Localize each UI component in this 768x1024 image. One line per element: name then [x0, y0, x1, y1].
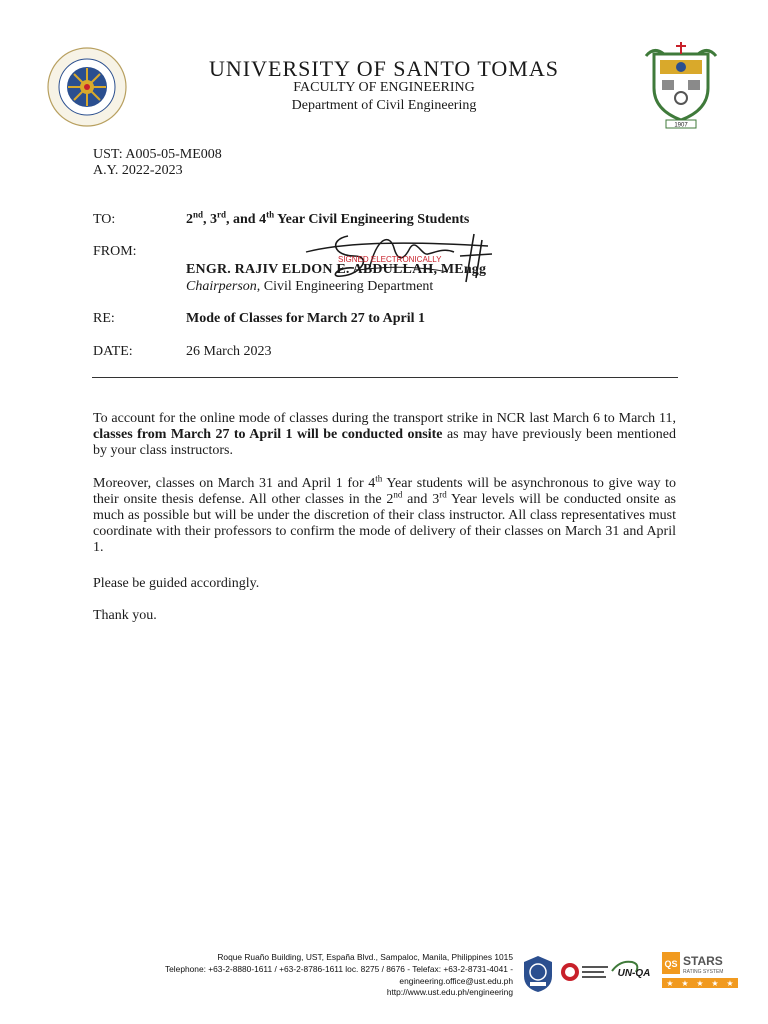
faculty-name: FACULTY OF ENGINEERING [293, 80, 475, 95]
svg-text:★: ★ [711, 979, 719, 988]
asean-university-network-logo-icon [560, 958, 610, 986]
body-paragraph-2: Moreover, classes on March 31 and April 1 for 4th Year students will be asynchronous to give way to their onsite thesis defense. All other classes in the 2nd and 3rd Year levels will be conducted onsite as much as possible but will be under the discretion of their class instructor. All class representatives must coordinate with their professors to confirm the mode of delivery of their classes on March 31 and April 1. [93, 473, 677, 555]
svg-text:★: ★ [696, 979, 704, 988]
footer-phone: Telephone: +63-2-8880-1611 / +63-2-8786-1611 loc. 8275 / 8676 - Telefax: +63-2-8731-4041 - [164, 964, 513, 974]
tuv-logo-icon [520, 954, 556, 994]
academic-year: A.Y. 2022-2023 [93, 163, 183, 178]
body-paragraph-1: To account for the online mode of classes during the transport strike in NCR last March 6 to March 11, classes from March 27 to April 1 will be conducted onsite as may have previously been mentioned by your class instructors. [93, 411, 676, 458]
unqa-logo-icon [610, 958, 656, 984]
subject: Mode of Classes for March 27 to April 1 [186, 311, 426, 326]
date-label: DATE: [93, 344, 133, 359]
svg-text:★: ★ [681, 979, 689, 988]
department-name: Department of Civil Engineering [291, 98, 477, 113]
memo-date: 26 March 2023 [186, 344, 272, 359]
footer-website: http://www.ust.edu.ph/engineering [386, 987, 513, 997]
closing: Thank you. [93, 608, 157, 623]
re-label: RE: [93, 311, 115, 326]
stars-text: STARS [683, 954, 723, 968]
qs-text: QS [664, 959, 678, 969]
unqa-logo-text: UN-QA [617, 968, 651, 979]
footer-address: Roque Ruaño Building, UST, España Blvd., Sampaloc, Manila, Philippines 1015 [217, 952, 513, 962]
to-recipients: 2nd, 3rd, and 4th Year Civil Engineering Students [186, 209, 470, 227]
sender-name: ENGR. RAJIV ELDON E. ABDULLAH, MEngg [186, 262, 487, 277]
crest-year: 1907 [674, 122, 688, 129]
svg-text:★: ★ [666, 979, 674, 988]
university-name: UNIVERSITY OF SANTO TOMAS [209, 56, 559, 81]
header-divider [92, 377, 678, 378]
svg-text:★: ★ [726, 979, 734, 988]
qs-stars-logo-icon [662, 952, 738, 990]
to-label: TO: [93, 212, 116, 227]
from-label: FROM: [93, 244, 137, 259]
sender-title: Chairperson, Civil Engineering Department [186, 279, 434, 294]
reference-code: UST: A005-05-ME008 [93, 147, 222, 162]
rating-system-text: RATING SYSTEM [683, 969, 724, 975]
signed-electronically-stamp: SIGNED ELECTRONICALLY [338, 255, 442, 264]
handwritten-signature [298, 226, 498, 290]
body-paragraph-3: Please be guided accordingly. [93, 576, 260, 591]
footer-email: engineering.office@ust.edu.ph [399, 976, 513, 986]
